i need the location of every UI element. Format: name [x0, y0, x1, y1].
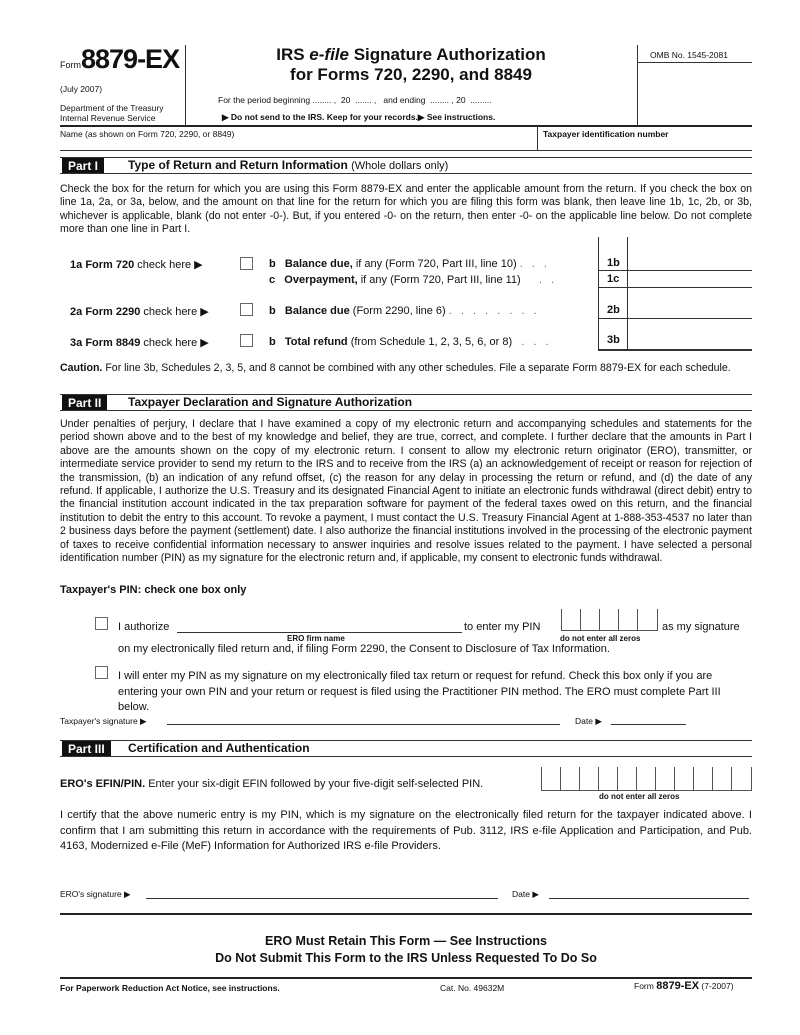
line-text: if any (Form 720, Part III, line 11) — [360, 274, 521, 286]
part2-label: Part II — [62, 395, 107, 410]
as-signature-text: as my signature — [662, 621, 740, 633]
efin-text: Enter your six-digit EFIN followed by your five-digit self-selected PIN. — [148, 778, 484, 790]
line-letter: b — [269, 305, 276, 317]
line-letter: b — [269, 336, 276, 348]
caution — [60, 362, 752, 375]
line-1c — [269, 274, 557, 286]
notice: ▶ Do not send to the IRS. Keep for your records.▶ See instructions. — [222, 112, 496, 122]
caution-text: For line 3b, Schedules 2, 3, 5, and 8 cannot be combined with any other schedules. File a separate Form 8879-EX for each schedule. — [105, 362, 731, 374]
line-form: Form 8849 — [85, 337, 141, 349]
ero-authorize-checkbox[interactable] — [95, 617, 108, 630]
omb-number: OMB No. 1545-2081 — [650, 50, 728, 60]
paperwork-notice: For Paperwork Reduction Act Notice, see instructions. — [60, 983, 280, 993]
line-text: if any (Form 720, Part III, line 10) — [355, 258, 517, 270]
part3-label: Part III — [62, 741, 111, 756]
line-2a — [70, 305, 209, 318]
leader-dots: . . . — [521, 336, 552, 348]
form-720-checkbox[interactable] — [240, 257, 253, 270]
footer-rev: (7-2007) — [701, 981, 734, 991]
taxpayer-signature-label: Taxpayer's signature ▶ — [60, 716, 147, 726]
ero-efin-pin-boxes[interactable] — [541, 767, 752, 791]
box-label-3b: 3b — [607, 334, 620, 346]
ero-signature-input[interactable] — [146, 898, 498, 899]
box-label-1b: 1b — [607, 257, 620, 269]
part1-title — [128, 158, 448, 174]
part1-title-note: (Whole dollars only) — [351, 160, 449, 172]
taxpayer-pin-boxes[interactable] — [561, 609, 658, 631]
leader-dots: . . — [539, 274, 558, 286]
pin-heading: Taxpayer's PIN: check one box only — [60, 584, 247, 596]
revision: (July 2007) — [60, 84, 103, 94]
retain-line-1: ERO Must Retain This Form — See Instructions — [265, 934, 547, 948]
no-zeros-caption: do not enter all zeros — [560, 634, 641, 643]
line-text: check here ▶ — [143, 306, 209, 318]
amount-2b-input[interactable] — [628, 302, 752, 318]
line-num: 2a — [70, 306, 83, 318]
line-1a — [70, 258, 203, 271]
line-text: (from Schedule 1, 2, 3, 5, 6, or 8) — [350, 336, 513, 348]
line-3a — [70, 336, 209, 349]
part2-title: Taxpayer Declaration and Signature Authorization — [128, 395, 413, 409]
line-2b — [269, 305, 540, 317]
line-num: 3a — [70, 337, 83, 349]
taxpayer-date-input[interactable] — [611, 724, 686, 725]
line-bold: Balance due, — [284, 258, 353, 270]
footer-form-prefix: Form — [634, 981, 654, 991]
ero-firm-name-input[interactable] — [177, 632, 462, 633]
authorize-text: I authorize — [118, 621, 170, 633]
form-subtitle: for Forms 720, 2290, and 8849 — [290, 65, 532, 84]
footer-form-number: 8879-EX — [656, 980, 700, 992]
caution-label: Caution. — [60, 362, 103, 374]
ero-date-input[interactable] — [549, 898, 749, 899]
box-label-2b: 2b — [607, 304, 620, 316]
part3-title: Certification and Authentication — [128, 741, 310, 755]
form-prefix: Form — [60, 60, 81, 70]
form-title — [190, 45, 632, 85]
retain-notice — [60, 933, 752, 967]
service: Internal Revenue Service — [60, 113, 156, 123]
line-3b — [269, 336, 552, 348]
part1-title-text: Type of Return and Return Information — [128, 158, 348, 172]
line-text: check here ▶ — [143, 337, 209, 349]
taxpayer-signature-input[interactable] — [167, 724, 560, 725]
line-form: Form 2290 — [85, 306, 141, 318]
self-pin-checkbox[interactable] — [95, 666, 108, 679]
line-1b — [269, 258, 550, 270]
part1-label: Part I — [62, 158, 104, 173]
self-pin-text: I will enter my PIN as my signature on my electronically filed tax return or request for refund. Check this box only if you are entering your own PIN and your return or request is filed using the Practitioner PIN method. The ERO must complete Part III below. — [118, 670, 721, 713]
part1-header — [60, 157, 752, 174]
name-field[interactable]: Name (as shown on Form 720, 2290, or 8849) — [60, 129, 235, 139]
form-number: 8879-EX — [81, 44, 180, 74]
title-pre: IRS — [276, 45, 310, 64]
agency — [60, 103, 163, 123]
part2-header — [60, 394, 752, 411]
form-2290-checkbox[interactable] — [240, 303, 253, 316]
title-italic: e-file — [309, 45, 349, 64]
title-post: Signature Authorization — [348, 45, 546, 64]
line-bold: Total refund — [284, 336, 348, 348]
line-bold: Overpayment, — [284, 274, 358, 286]
tin-field[interactable]: Taxpayer identification number — [543, 129, 669, 139]
declaration-text: Under penalties of perjury, I declare that I have examined a copy of my electronic return and accompanying schedules and statements for the period shown above and to the best of my knowledge and belief, they are true, correct, and complete. I further declare that the amounts in Part I above are the amounts shown on the copy of my electronic return. I consent to allow my electronic return originator (ERO), transmitter, or intermediate service provider to send my return to the IRS and to receive from the IRS (a) an acknowledgement of receipt or reason for rejection of the transmission, (b) an indication of any refund offset, (c) the reason for any delay in processing the return or refund, and (d) the date of any refund. If applicable, I authorize the U.S. Treasury and its designated Financial Agent to initiate an electronic funds withdrawal (direct debit) entry to the financial institution account indicated in the tax preparation software for payment of the federal taxes owed on this return, and the financial institution to debit the entry to this account. To revoke a payment, I must contact the U.S. Treasury Financial Agent at 1-888-353-4537 no later than 2 business days before the payment (settlement) date. I also authorize the financial institutions involved in the processing of the electronic payment of taxes to receive confidential information necessary to answer inquiries and resolve issues related to the payment. I have selected a personal identification number (PIN) as my signature for the electronic return and, if applicable, my consent to electronic funds withdrawal. — [60, 418, 752, 565]
line-text: check here ▶ — [137, 259, 203, 271]
catalog-number: Cat. No. 49632M — [440, 983, 505, 993]
amount-1b-input[interactable] — [628, 254, 752, 270]
certification-text: I certify that the above numeric entry is my PIN, which is my signature on the electronically filed return for the taxpayer indicated above. I confirm that I am submitting this return in accordance with the requirements of Pub. 3112, IRS e-file Application and Participation, and Pub. 4163, Modernized e-File (MeF) Information for Authorized IRS e-file Providers. — [60, 809, 752, 852]
line-letter: c — [269, 274, 276, 286]
amount-3b-input[interactable] — [628, 333, 752, 349]
part3-header — [60, 740, 752, 757]
no-zeros-caption-2: do not enter all zeros — [599, 792, 680, 801]
efin-bold: ERO's EFIN/PIN. — [60, 778, 146, 790]
department: Department of the Treasury — [60, 103, 164, 113]
ero-signature-label: ERO's signature ▶ — [60, 889, 131, 899]
form-id — [60, 44, 179, 75]
ero-date-label: Date ▶ — [512, 889, 539, 899]
footer-form-id — [634, 980, 734, 992]
part1-instructions: Check the box for the return for which you are using this Form 8879-EX and enter the applicable amount from the return. If you check the box on line 1a, 2a, or 3a, below, and the amount on that line for the return for which you are filing this form was blank, then leave line 1b, 1c, 2b, or 3b, whichever is applicable, blank (do not enter -0-). But, if you entered -0- on the return, then enter -0- on the applicable line below. Do not complete more than one line in Part I. — [60, 183, 752, 236]
ero-firm-caption: ERO firm name — [287, 634, 345, 643]
box-label-1c: 1c — [607, 273, 620, 285]
line-form: Form 720 — [85, 259, 135, 271]
authorize-text-2: on my electronically filed return and, if filing Form 2290, the Consent to Disclosure of Tax Information. — [118, 643, 610, 655]
line-text: (Form 2290, line 6) — [352, 305, 446, 317]
leader-dots: . . . — [519, 258, 550, 270]
amount-1c-input[interactable] — [628, 271, 752, 287]
enter-pin-text: to enter my PIN — [464, 621, 541, 633]
efin-label — [60, 778, 483, 790]
period-field[interactable]: For the period beginning ........ , 20 ....... , and ending ........ , 20 ......... — [218, 95, 492, 105]
retain-line-2: Do Not Submit This Form to the IRS Unless Requested To Do So — [215, 951, 597, 965]
taxpayer-date-label: Date ▶ — [575, 716, 602, 726]
line-letter: b — [269, 258, 276, 270]
leader-dots: . . . . . . . . — [448, 305, 540, 317]
form-8849-checkbox[interactable] — [240, 334, 253, 347]
line-num: 1a — [70, 259, 83, 271]
line-bold: Balance due — [284, 305, 350, 317]
